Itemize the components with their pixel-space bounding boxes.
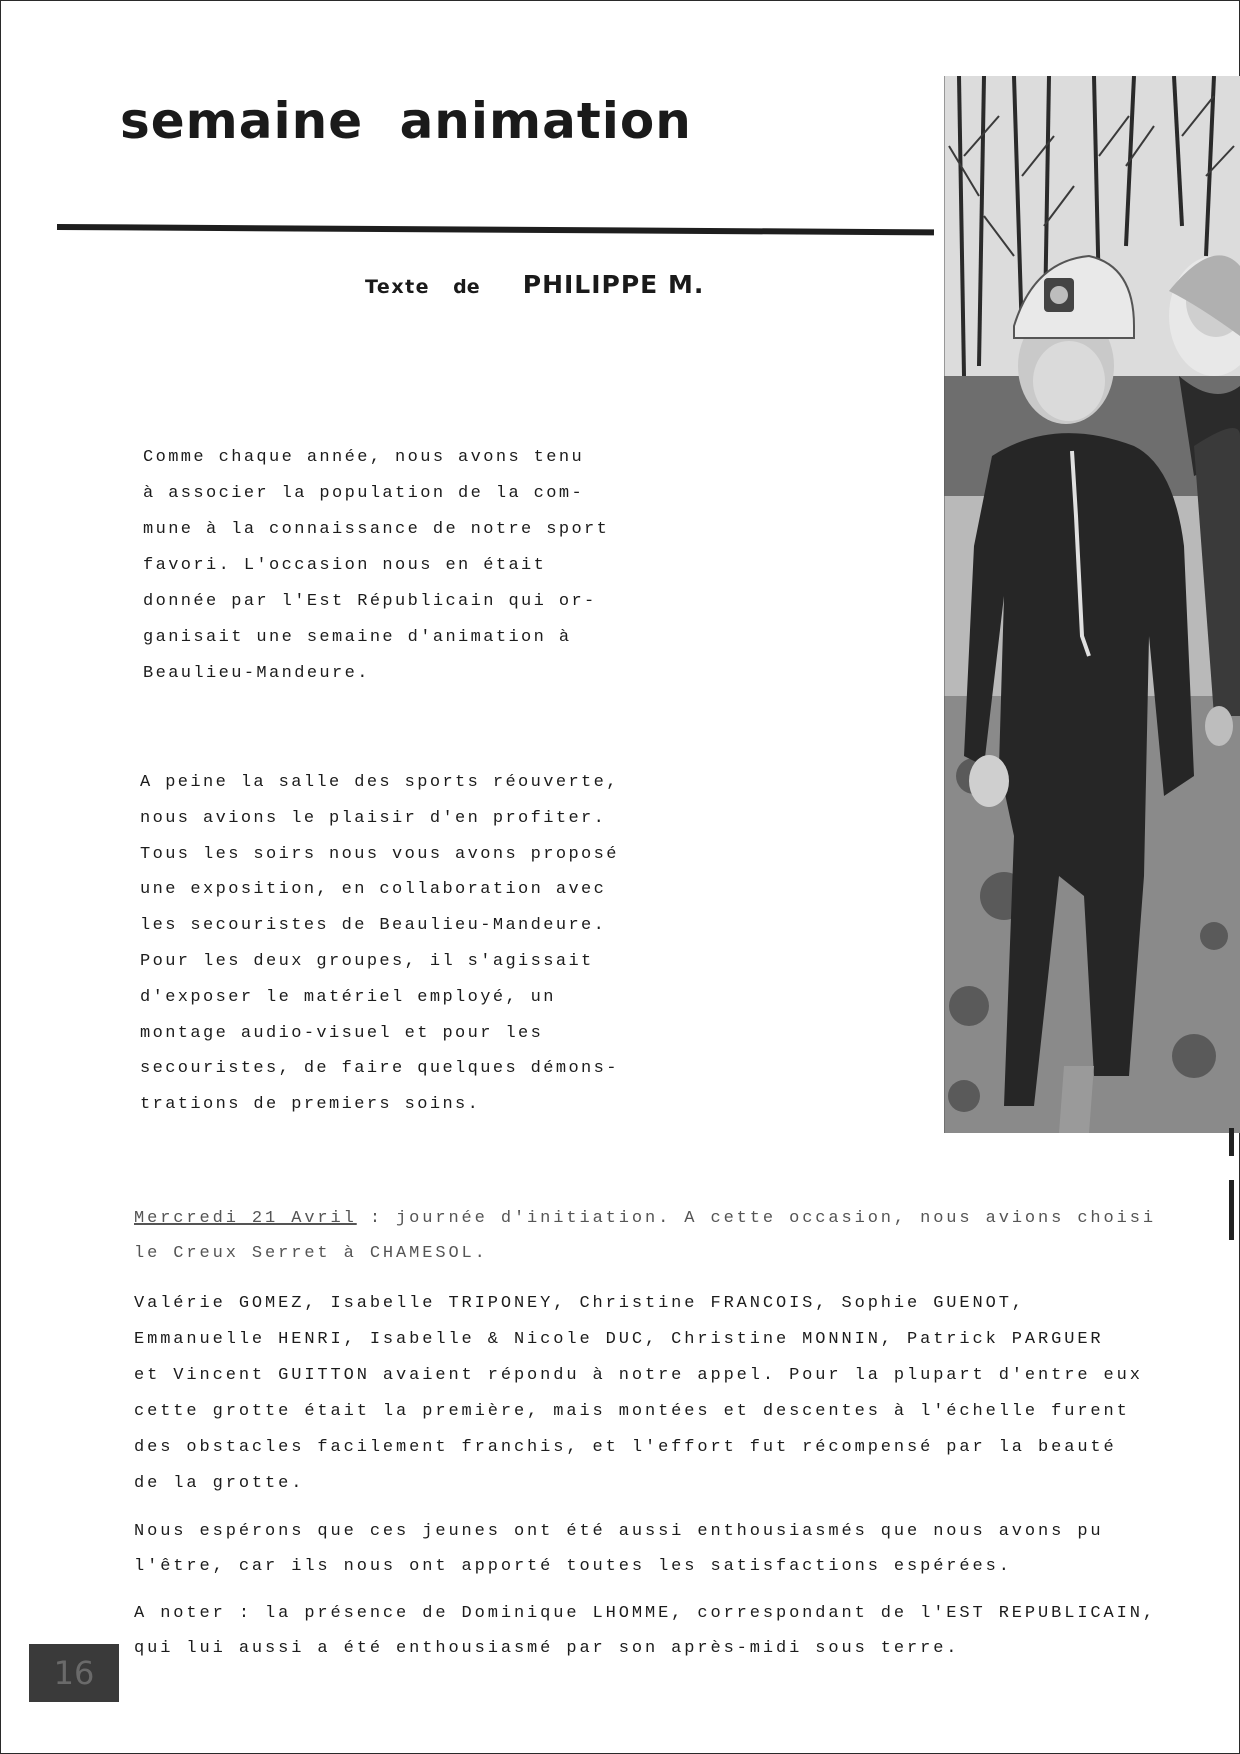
participants-paragraph: Valérie GOMEZ, Isabelle TRIPONEY, Christine FRANCOIS, Sophie GUENOT, Emmanuelle HENRI, Isabelle & Nicole DUC, Christine MONNIN, Patrick PARGUER et Vincent GUITTON avaient répondu à notre appel. Pour la plupart d'entre eux cette grotte était la première, mais montées et descentes à l'échelle furent des obstacles facilement franchis, et l'effort fut récompensé par la beauté de la grotte. xyxy=(134,1294,1143,1493)
intro-paragraph-2: A peine la salle des sports réouverte, nous avions le plaisir d'en profiter. Tous les soirs nous vous avons proposé une exposition, en collaboration avec les secouristes de Beaulieu-Mandeure. Pour les deux groupes, il s'agissait d'exposer le matériel employé, un montage audio-visuel et pour les secouristes, de faire quelques démons- trations de premiers soins. xyxy=(140,773,619,1115)
event-date: Mercredi 21 Avril xyxy=(134,1209,357,1228)
note-paragraph: A noter : la présence de Dominique LHOMME, correspondant de l'EST REPUBLICAIN, qui lui aussi a été enthousiasmé par son après-midi sous terre. xyxy=(134,1604,1156,1658)
byline-author: PHILIPPE M. xyxy=(522,270,705,299)
page-title: semaine animation xyxy=(120,92,692,150)
title-rule xyxy=(57,224,934,235)
event-paragraph xyxy=(134,1201,1156,1271)
event-text: : journée d'initiation. A cette occasion, nous avions choisi le Creux Serret à CHAMESOL. xyxy=(134,1209,1156,1263)
byline xyxy=(365,270,704,299)
cavers-photo-image xyxy=(944,76,1240,1133)
page-number: 16 xyxy=(29,1644,119,1702)
byline-preposition: de xyxy=(453,276,480,298)
binding-mark xyxy=(1229,1128,1234,1156)
intro-paragraph-1: Comme chaque année, nous avons tenu à associer la population de la com- mune à la connaissance de notre sport favori. L'occasion nous en était donnée par l'Est Républicain qui or- ganisait une semaine d'animation à Beaulieu-Mandeure. xyxy=(143,448,610,683)
hope-paragraph: Nous espérons que ces jeunes ont été aussi enthousiasmés que nous avons pu l'être, car ils nous ont apporté toutes les satisfactions espérées. xyxy=(134,1522,1104,1576)
byline-label: Texte xyxy=(365,276,431,298)
binding-mark xyxy=(1229,1180,1234,1240)
cavers-photo xyxy=(944,76,1240,1133)
